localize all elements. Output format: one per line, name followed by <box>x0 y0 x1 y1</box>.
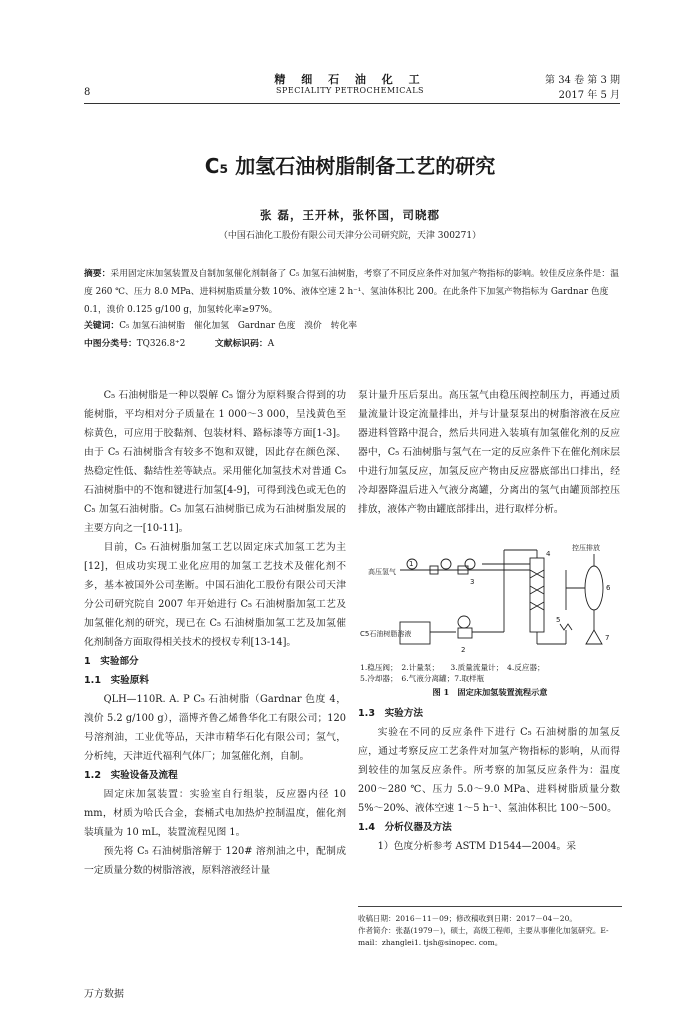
paragraph: 泵计量升压后泵出。高压氢气由稳压阀控制压力，再通过质量流量计设定流量排出，并与计量泵泵出的树脂溶液在反应器进料管路中混合，然后共同进入装填有加氢催化剂的反应器中，C₅ 石油树脂与氢气在一定的反应条件下在催化剂床层中进行加氢反应，加氢反应产物由反应器底部出口排出，经冷却器降温后进入气液分离罐，分离出的氢气由罐顶部控压排放，液体产物由罐底部排出，进行取样分析。 <box>358 390 620 515</box>
figure-legend <box>360 662 624 684</box>
label-h2: 高压氢气 <box>368 568 396 576</box>
section-heading: 1 实验部分 <box>84 656 139 667</box>
fig-num-2: 2 <box>461 646 466 654</box>
paper-title: C₅ 加氢石油树脂制备工艺的研究 <box>204 154 496 178</box>
fig-num-4: 4 <box>546 550 551 558</box>
paragraph: 实验在不同的反应条件下进行 C₅ 石油树脂的加氢反应，通过考察反应工艺条件对加氢产物指标的影响，从而得到较佳的加氢反应条件。所考察的加氢反应条件为：温度 200～280 ℃、压力 5.0～9.0 MPa、进料树脂质量分数 5%～20%、液体空速 1～5 h⁻¹、氢油体积比 100～500。 <box>358 727 620 814</box>
footnote-author: 作者简介：张磊(1979－)，硕士，高级工程师，主要从事催化加氢研究。E-mail：zhanglei1. tjsh@sinopec. com。 <box>358 926 609 947</box>
abstract-text: 采用固定床加氢装置及自制加氢催化剂制备了 C₅ 加氢石油树脂，考察了不同反应条件对加氢产物指标的影响。较佳反应条件是：温度 260 ℃、压力 8.0 MPa、进料树脂质量分数 10%、液体空速 2 h⁻¹、氢油体积比 200。在此条件下加氢产物指标为 Gardnar 色度 0.1，溴价 0.125 g/100 g，加氢转化率≥97%。 <box>84 269 619 315</box>
label-c5-feed: C5石油树脂溶液 <box>360 630 412 638</box>
fig-num-3: 3 <box>470 578 475 586</box>
abstract <box>84 265 620 319</box>
label-vent: 控压排放 <box>572 544 600 552</box>
paragraph: QLH—110R. A. P C₅ 石油树脂（Gardnar 色度 4，溴价 5.2 g/100 g），淄博齐鲁乙烯鲁华化工有限公司；120 号溶剂油，工业优等品，天津市精华石化有限公司；氢气，分析纯，天津近代福利气体厂；加氢催化剂，自制。 <box>84 694 346 762</box>
classification-label: 中图分类号： <box>84 339 137 349</box>
figure-legend-line: 5.冷却器； 6.气液分离罐；7.取样瓶 <box>360 674 485 683</box>
journal-volume: 第 34 卷 第 3 期 <box>545 75 620 86</box>
footnote <box>358 906 622 949</box>
figure-legend-line: 1.稳压阀； 2.计量泵； 3.质量流量计； 4.反应器； <box>360 663 545 672</box>
footnote-received: 收稿日期：2016－11－09；修改稿收到日期：2017－04－20。 <box>358 914 577 923</box>
process-flow-diagram <box>360 540 620 670</box>
section-heading: 1.3 实验方法 <box>358 708 423 719</box>
journal-title-en: SPECIALITY PETROCHEMICALS <box>275 86 424 95</box>
left-column <box>84 386 346 880</box>
keywords-label: 关键词： <box>84 321 120 331</box>
fig-num-5: 5 <box>556 616 561 624</box>
authors: 张 磊，王开林，张怀国，司晓郡 <box>259 208 440 222</box>
doc-code: A <box>267 339 275 349</box>
page-number: 8 <box>84 87 91 98</box>
journal-date: 2017 年 5 月 <box>558 90 620 101</box>
journal-title-cn: 精 细 石 油 化 工 <box>274 73 426 86</box>
fig-num-1: 1 <box>409 560 414 568</box>
classification <box>84 336 274 349</box>
paragraph: C₅ 石油树脂是一种以裂解 C₅ 馏分为原料聚合得到的功能树脂，平均相对分子质量在 1 000～3 000，呈浅黄色至棕黄色，可应用于胶黏剂、包装材料、路标漆等方面[1-3]。由于 C₅ 石油树脂含有较多不饱和双键，因此存在颜色深、热稳定性低、黏结性差等缺点。采用催化加氢技术对普通 C₅ 石油树脂中的不饱和键进行加氢[4-9]，可得到浅色或无色的 C₅ 加氢石油树脂。C₅ 加氢石油树脂已成为石油树脂发展的主要方向之一[10-11]。 <box>84 390 346 534</box>
affiliation: （中国石油化工股份有限公司天津分公司研究院，天津 300271） <box>218 231 482 241</box>
watermark: 万方数据 <box>84 989 124 1000</box>
keywords <box>84 318 357 331</box>
right-column-bottom <box>358 704 620 856</box>
paragraph: 1）色度分析参考 ASTM D1544—2004。采 <box>377 841 577 852</box>
classification-code: TQ326.8⁺2 <box>136 339 186 349</box>
paragraph: 固定床加氢装置：实验室自行组装，反应器内径 10 mm，材质为哈氏合金，套桶式电加热炉控制温度，催化剂装填量为 10 mL，装置流程见图 1。 <box>84 789 346 838</box>
abstract-label: 摘要： <box>84 269 111 279</box>
right-column-top <box>358 386 620 519</box>
figure-caption: 图 1 固定床加氢装置流程示意 <box>432 687 548 697</box>
header-rule <box>84 103 620 104</box>
paragraph: 预先将 C₅ 石油树脂溶解于 120# 溶剂油之中，配制成一定质量分数的树脂溶液，原料溶液经计量 <box>84 846 346 876</box>
section-heading: 1.2 实验设备及流程 <box>84 770 178 781</box>
fig-num-6: 6 <box>606 584 611 592</box>
doc-code-label: 文献标识码： <box>214 339 268 349</box>
keywords-text: C₅ 加氢石油树脂 催化加氢 Gardnar 色度 溴价 转化率 <box>119 321 358 331</box>
section-heading: 1.4 分析仪器及方法 <box>358 822 452 833</box>
section-heading: 1.1 实验原料 <box>84 675 149 686</box>
fig-num-7: 7 <box>605 634 610 642</box>
paragraph: 目前，C₅ 石油树脂加氢工艺以固定床式加氢工艺为主[12]，但成功实现工业化应用的加氢工艺技术及催化剂不多，基本被国外公司垄断。中国石油化工股份有限公司天津分公司研究院自 2007 年开始进行 C₅ 石油树脂加氢工艺及加氢催化剂的研究，现已在 C₅ 石油树脂加氢工艺及加氢催化剂制备方面取得相关技术的授权专利[13-14]。 <box>84 542 346 648</box>
